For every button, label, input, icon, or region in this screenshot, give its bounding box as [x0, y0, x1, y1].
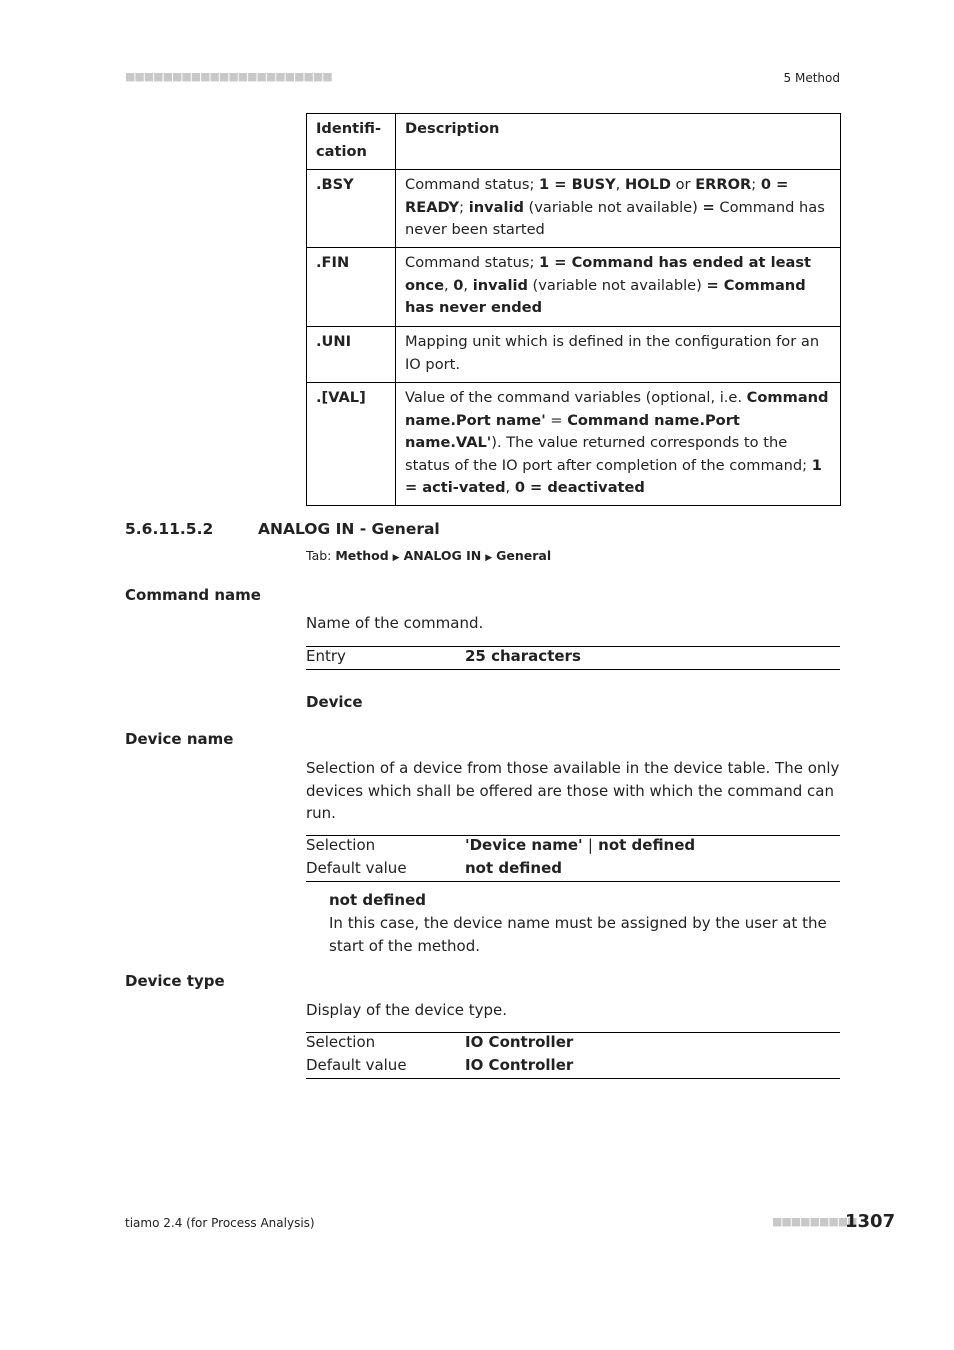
device-name-label: Device name [125, 730, 234, 748]
type-default-value: IO Controller [465, 1056, 574, 1074]
section-number: 5.6.11.5.2 [125, 520, 214, 538]
chapter-label: 5 Method [783, 71, 840, 85]
note-text: In this case, the device name must be assigned by the user at the start of the method. [329, 914, 827, 955]
tab-path-method: Method [335, 548, 389, 563]
device-heading: Device [306, 693, 363, 711]
entry-key: Entry [306, 647, 346, 665]
page-number: 1307 [845, 1211, 896, 1232]
type-selection-value: IO Controller [465, 1033, 574, 1051]
table-cell-desc: Mapping unit which is defined in the configuration for an IO port. [396, 327, 841, 383]
default-value: not defined [465, 859, 562, 877]
table-cell-id: .FIN [307, 248, 396, 327]
note-title: not defined [329, 891, 426, 909]
command-name-desc: Name of the command. [306, 614, 484, 632]
selection-separator: | [587, 836, 593, 854]
table-header-row [307, 114, 841, 170]
device-type-label: Device type [125, 972, 225, 990]
table-cell-desc: Value of the command variables (optional, i.e. Command name.Port name' = Command name.Port name.VAL'). The value returned corresponds to the status of the IO port after completion of the command; 1 = acti-vated, 0 = deactivated [396, 383, 841, 506]
table-row [307, 327, 841, 383]
header-decoration: ■■■■■■■■■■■■■■■■■■■■■■ [125, 70, 332, 83]
section-title: ANALOG IN - General [258, 520, 440, 538]
device-name-desc: Selection of a device from those available in the device table. The only devices which shall be offered are those with which the command can run. [306, 759, 840, 822]
table-header-description: Description [396, 114, 841, 170]
device-type-values [306, 1031, 840, 1077]
identification-table [306, 113, 841, 506]
selection-value [465, 834, 695, 857]
device-type-desc: Display of the device type. [306, 1001, 507, 1019]
tab-path [306, 548, 551, 563]
table-row [307, 248, 841, 327]
divider [306, 881, 840, 882]
device-name-values [306, 834, 840, 880]
table-cell-id: .UNI [307, 327, 396, 383]
table-cell-desc: Command status; 1 = Command has ended at least once, 0, invalid (variable not available) = Command has never ended [396, 248, 841, 327]
table-cell-id: .BSY [307, 170, 396, 248]
table-cell-desc: Command status; 1 = BUSY, HOLD or ERROR; 0 = READY; invalid (variable not available) = Command has never been started [396, 170, 841, 248]
selection-key: Selection [306, 836, 376, 854]
table-header-identification: Identifi- cation [307, 114, 396, 170]
table-row [307, 383, 841, 506]
default-key: Default value [306, 859, 407, 877]
tab-path-separator: ▶ [392, 553, 400, 563]
footer-decoration: ■■■■■■■■■ [772, 1215, 857, 1228]
divider [306, 1078, 840, 1079]
tab-path-analog-in: ANALOG IN [403, 548, 482, 563]
selection-option-not-defined: not defined [598, 836, 696, 854]
footer-product: tiamo 2.4 (for Process Analysis) [125, 1216, 315, 1230]
divider [306, 669, 840, 670]
tab-path-separator: ▶ [485, 553, 493, 563]
tab-path-general: General [496, 548, 552, 563]
table-cell-id: .[VAL] [307, 383, 396, 506]
entry-value: 25 characters [465, 647, 581, 665]
command-name-entry [306, 645, 840, 668]
selection-option-device-name: 'Device name' [465, 836, 583, 854]
table-row [307, 170, 841, 248]
tab-prefix: Tab: [306, 548, 336, 563]
command-name-label: Command name [125, 586, 261, 604]
type-selection-key: Selection [306, 1033, 376, 1051]
type-default-key: Default value [306, 1056, 407, 1074]
